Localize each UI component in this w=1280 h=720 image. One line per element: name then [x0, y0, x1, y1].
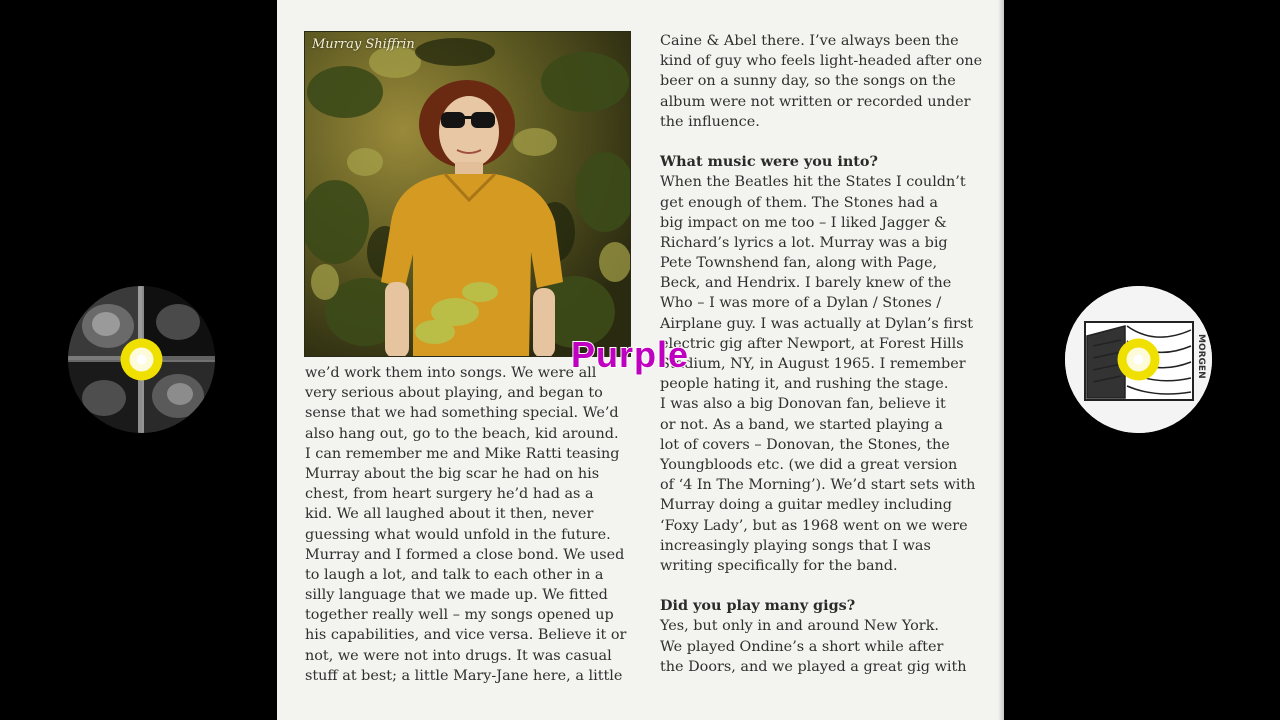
text-line: I was also a big Donovan fan, believe it	[660, 396, 946, 413]
disc-right-artwork	[1065, 286, 1212, 433]
text-line: increasingly playing songs that I was	[660, 537, 931, 554]
text-line: lot of covers – Donovan, the Stones, the	[660, 436, 950, 453]
text-line: kid. We all laughed about it then, never	[305, 506, 594, 523]
text-line: sense that we had something special. We’d	[305, 405, 619, 422]
vinyl-disc-right	[1065, 286, 1212, 433]
photo-image	[305, 32, 631, 357]
text-line: stuff at best; a little Mary-Jane here, a little	[305, 667, 623, 684]
text-line: silly language that we made up. We fitted	[305, 587, 608, 604]
text-line: chest, from heart surgery he’d had as a	[305, 486, 594, 503]
text-line: Youngbloods etc. (we did a great version	[660, 456, 958, 473]
vinyl-disc-left	[68, 286, 215, 433]
text-line: Who – I was more of a Dylan / Stones /	[660, 295, 942, 312]
section-heading-music: What music were you into?	[660, 153, 878, 171]
text-line: not, we were not into drugs. It was casual	[305, 647, 612, 664]
text-line: Murray and I formed a close bond. We used	[305, 546, 625, 563]
text-line: ‘Foxy Lady’, but as 1968 went on we were	[660, 517, 968, 534]
text-line: we’d work them into songs. We were all	[305, 365, 597, 381]
text-line: Murray about the big scar he had on his	[305, 465, 600, 482]
portrait-photo	[304, 31, 631, 357]
article-column-left	[305, 363, 635, 686]
text-line: Richard’s lyrics a lot. Murray was a big	[660, 234, 948, 251]
text-line: to laugh a lot, and talk to each other in a	[305, 566, 604, 583]
photo-credit: Murray Shiffrin	[312, 37, 415, 52]
text-line: beer on a sunny day, so the songs on the	[660, 73, 956, 90]
sleeve-text: MORGEN	[1196, 334, 1206, 379]
text-line: of ‘4 In The Morning’). We’d start sets with	[660, 477, 976, 494]
text-line: We played Ondine’s a short while after	[660, 638, 944, 655]
text-line: also hang out, go to the beach, kid around.	[305, 425, 619, 442]
paragraph-gap	[660, 576, 998, 596]
text-line: When the Beatles hit the States I couldn’t	[660, 174, 966, 191]
text-line: together really well – my songs opened up	[305, 607, 614, 624]
text-line: Murray doing a guitar medley including	[660, 497, 952, 514]
text-line: I can remember me and Mike Ratti teasing	[305, 445, 620, 462]
text-line: big impact on me too – I liked Jagger &	[660, 214, 947, 231]
disc-left-artwork	[68, 286, 215, 433]
text-line: get enough of them. The Stones had a	[660, 194, 939, 211]
section-heading-gigs: Did you play many gigs?	[660, 597, 856, 615]
text-line: the influence.	[660, 113, 760, 130]
text-line: Airplane guy. I was actually at Dylan’s first	[660, 315, 974, 332]
text-line: guessing what would unfold in the future.	[305, 526, 611, 543]
text-line: very serious about playing, and began to	[305, 385, 603, 402]
text-line: electric gig after Newport, at Forest Hills	[660, 335, 964, 352]
text-line: writing specifically for the band.	[660, 557, 898, 574]
text-line: Caine & Abel there. I’ve always been the	[660, 33, 959, 49]
text-line: Yes, but only in and around New York.	[660, 618, 939, 635]
text-line: his capabilities, and vice versa. Believe it or	[305, 627, 627, 644]
article-column-right	[660, 31, 998, 677]
text-line: kind of guy who feels light-headed after one	[660, 53, 983, 70]
text-line: Beck, and Hendrix. I barely knew of the	[660, 275, 952, 292]
text-line: Pete Townshend fan, along with Page,	[660, 255, 938, 272]
text-line: album were not written or recorded under	[660, 93, 971, 110]
text-line: or not. As a band, we started playing a	[660, 416, 943, 433]
overlay-caption: Purple	[571, 334, 690, 375]
text-line: Stadium, NY, in August 1965. I remember	[660, 356, 966, 372]
text-line: people hating it, and rushing the stage.	[660, 376, 949, 393]
text-line: the Doors, and we played a great gig with	[660, 658, 967, 675]
paragraph-gap	[660, 132, 998, 152]
